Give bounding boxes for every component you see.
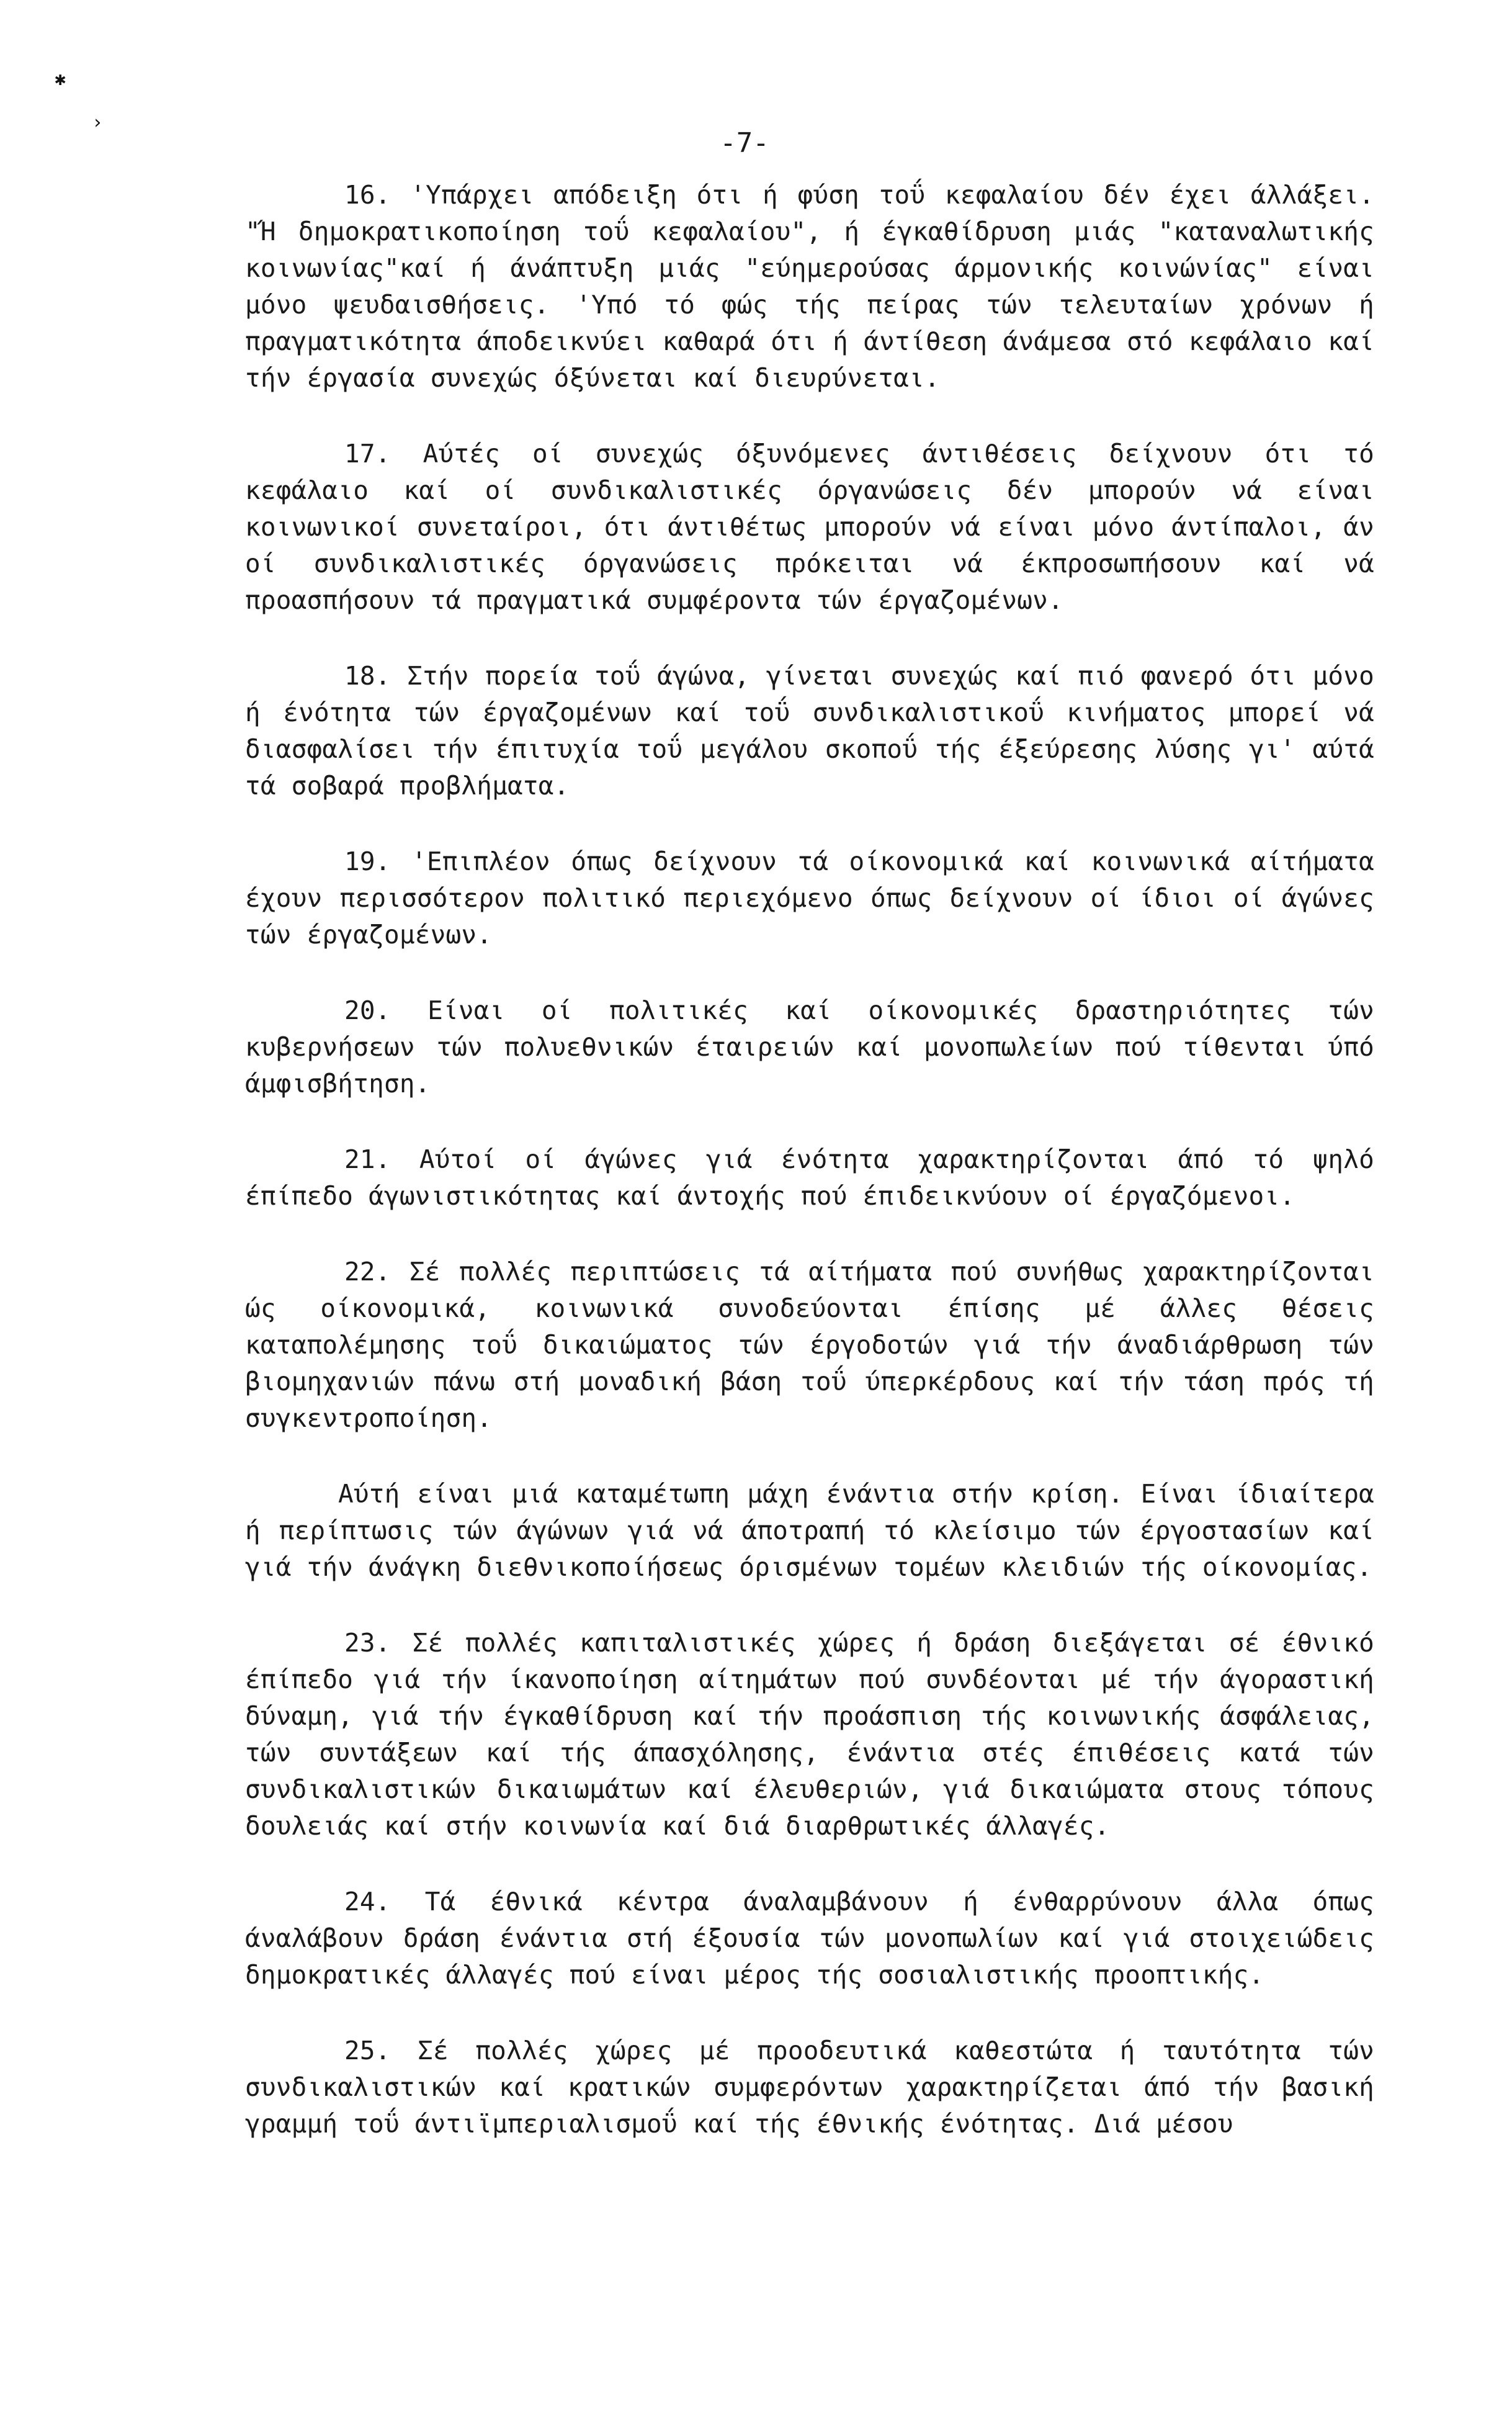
paragraph-24 — [245, 1884, 1374, 1993]
paragraph-text: Είναι οί πολιτικές καί οίκονομικές δραστηριότητες τών κυβερνήσεων τών πολυεθνικών έταιρειών καί μονοπωλείων πού τίθενται ύπό άμφισβήτηση. — [245, 995, 1374, 1099]
paragraph-text: Στήν πορεία τοΰ άγώνα, γίνεται συνεχώς καί πιό φανερό ότι μόνο ή ένότητα τών έργαζομένων καί τοΰ συνδικαλιστικοΰ κινήματος μπορεί νά διασφαλίσει τήν έπιτυχία τοΰ μεγάλου σκοποΰ τής έξεύρεσης λύσης γι' αύτά τά σοβαρά προβλήματα. — [245, 661, 1374, 801]
paragraph-number: 20. — [344, 995, 391, 1025]
paragraph-number: 25. — [344, 2036, 391, 2065]
paragraph-text: Αύτή είναι μιά καταμέτωπη μάχη ένάντια στήν κρίση. Είναι ίδιαίτερα ή περίπτωσις τών άγώνων γιά νά άποτραπή τό κλείσιμο τών έργοστασίων καί γιά τήν άνάγκη διεθνικοποίήσεως όρισμένων τομέων κλειδιών τής οίκονομίας. — [245, 1479, 1374, 1582]
scan-speck-mark: › — [92, 112, 104, 133]
paragraph-23 — [245, 1625, 1374, 1845]
paragraph-text: Σέ πολλές χώρες μέ προοδευτικά καθεστώτα ή ταυτότητα τών συνδικαλιστικών καί κρατικών συμφερόντων χαρακτηρίζεται άπό τήν βασική γραμμή τοΰ άντιϊμπεριαλισμοΰ καί τής έθνικής ένότητας. Διά μέσου — [245, 2036, 1374, 2139]
paragraph-18 — [245, 658, 1374, 804]
page-number: -7- — [720, 127, 769, 159]
paragraph-25 — [245, 2033, 1374, 2142]
paragraph-22-continuation — [245, 1476, 1374, 1586]
paragraph-text: Σέ πολλές καπιταλιστικές χώρες ή δράση διεξάγεται σέ έθνικό έπίπεδο γιά τήν ίκανοποίηση αίτημάτων πού συνδέονται μέ τήν άγοραστική δύναμη, γιά τήν έγκαθίδρυση καί τήν προάσπιση τής κοινωνικής άσφάλειας, τών συντάξεων καί τής άπασχόλησης, ένάντια στές έπιθέσεις κατά τών συνδικαλιστικών δικαιωμάτων καί έλευθεριών, γιά δικαιώματα στους τόπους δουλειάς καί στήν κοινωνία καί διά διαρθρωτικές άλλαγές. — [245, 1628, 1374, 1841]
paragraph-number: 24. — [344, 1887, 391, 1916]
paragraph-number: 19. — [344, 847, 391, 876]
paragraph-20 — [245, 992, 1374, 1102]
paragraph-17 — [245, 436, 1374, 619]
paragraph-19 — [245, 843, 1374, 953]
paragraph-22 — [245, 1254, 1374, 1437]
paragraph-number: 18. — [344, 661, 391, 691]
paragraph-number: 22. — [344, 1257, 391, 1287]
paragraph-text: Τά έθνικά κέντρα άναλαμβάνουν ή ένθαρρύνουν άλλα όπως άναλάβουν δράση ένάντια στή έξουσία τών μονοπωλίων καί γιά στοιχειώδεις δημοκρατικές άλλαγές πού είναι μέρος τής σοσιαλιστικής προοπτικής. — [245, 1887, 1375, 1990]
paragraph-text: 'Υπάρχει απόδειξη ότι ή φύση τοΰ κεφαλαίου δέν έχει άλλάξει. "Ή δημοκρατικοποίηση τοΰ κεφαλαίου", ή έγκαθίδρυση μιάς "καταναλωτικής κοινωνίας"καί ή άνάπτυξη μιάς "εύημερούσας άρμονικής κοινώνίας" είναι μόνο ψευδαισθήσεις. 'Υπό τό φώς τής πείρας τών τελευταίων χρόνων ή πραγματικότητα άποδεικνύει καθαρά ότι ή άντίθεση άνάμεσα στό κεφάλαιο καί τήν έργασία συνεχώς όξύνεται καί διευρύνεται. — [245, 180, 1374, 393]
paragraph-text: 'Επιπλέον όπως δείχνουν τά οίκονομικά καί κοινωνικά αίτήματα έχουν περισσότερον πολιτικό περιεχόμενο όπως δείχνουν οί ίδιοι οί άγώνες τών έργαζομένων. — [245, 847, 1374, 950]
paragraph-number: 17. — [344, 439, 391, 469]
paragraph-number: 21. — [344, 1144, 391, 1174]
paragraph-21 — [245, 1141, 1374, 1215]
paragraph-16 — [245, 177, 1374, 397]
scan-speck-mark: ✱ — [55, 68, 66, 90]
paragraph-text: Αύτές οί συνεχώς όξυνόμενες άντιθέσεις δείχνουν ότι τό κεφάλαιο καί οί συνδικαλιστικές όργανώσεις δέν μπορούν νά είναι κοινωνικοί συνεταίροι, ότι άντιθέτως μπορούν νά είναι μόνο άντίπαλοι, άν οί συνδικαλιστικές όργανώσεις πρόκειται νά έκπροσωπήσουν καί νά προασπήσουν τά πραγματικά συμφέροντα τών έργαζομένων. — [245, 439, 1374, 615]
body-text — [245, 177, 1374, 2182]
paragraph-text: Σέ πολλές περιπτώσεις τά αίτήματα πού συνήθως χαρακτηρίζονται ώς οίκονομικά, κοινωνικά συνοδεύονται έπίσης μέ άλλες θέσεις καταπολέμησης τοΰ δικαιώματος τών έργοδοτών γιά τήν άναδιάρθρωση τών βιομηχανιών πάνω στή μοναδική βάση τοΰ ύπερκέρδους καί τήν τάση πρός τή συγκεντροποίηση. — [245, 1257, 1374, 1433]
paragraph-text: Αύτοί οί άγώνες γιά ένότητα χαρακτηρίζονται άπό τό ψηλό έπίπεδο άγωνιστικότητας καί άντοχής πού έπιδεικνύουν οί έργαζόμενοι. — [245, 1144, 1374, 1211]
paragraph-number: 23. — [344, 1628, 391, 1658]
paragraph-number: 16. — [344, 180, 391, 210]
